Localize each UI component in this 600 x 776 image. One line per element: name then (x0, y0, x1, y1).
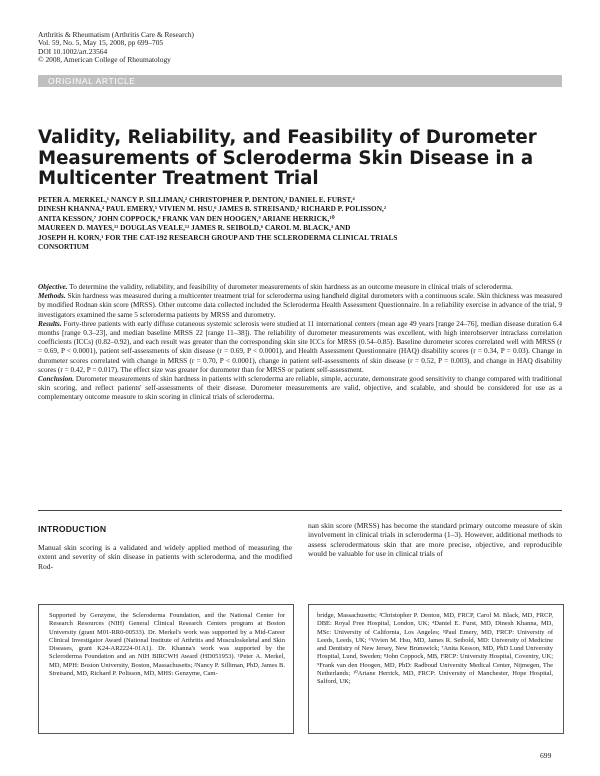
author-line: CONSORTIUM (38, 242, 89, 252)
footnote-box-left (38, 604, 294, 734)
journal-doi: DOI 10.1002/art.23564 (38, 46, 108, 56)
abstract-conclusion-text: Durometer measurements of skin hardness in patients with scleroderma are reliable, simple, accurate, demonstrate good sensitivity to change compared with traditional skin scoring, and reflect patients' self-assessments of their disease. Durometer measurements are valid, objective, and scalable, and should be considered for use as a complementary outcome measure to skin scoring in clinical trials of scleroderma. (38, 375, 562, 402)
abstract-methods (38, 292, 562, 320)
abstract-divider (38, 510, 562, 511)
abstract-objective-text: To determine the validity, reliability, and feasibility of durometer measurements of skin hardness as an outcome measure in clinical trials of scleroderma. (69, 283, 513, 291)
author-line: DINESH KHANNA,⁴ PAUL EMERY,⁵ VIVIEN M. HSU,⁶ JAMES B. STREISAND,² RICHARD P. POLISSON,² (38, 204, 387, 214)
abstract-methods-text: Skin hardness was measured during a multicenter treatment trial for scleroderma using handheld digital durometers with a continuous scale. Skin thickness was measured by modified Rodnan skin score (MRSS). Other outcome data collected included the Scleroderma Health Assessment Questionnaire. In a reliability exercise in advance of the trial, 9 investigators examined the same 5 scleroderma patients by MRSS and durometry. (38, 292, 563, 319)
abstract-results-label: Results. (38, 319, 62, 328)
introduction-heading: INTRODUCTION (38, 524, 107, 534)
author-list (38, 195, 562, 252)
footnote-box-right (308, 604, 564, 734)
introduction-text-right: nan skin score (MRSS) has become the standard primary outcome measure of skin involvement in clinical trials in scleroderma (1–3). However, additional methods to assess sclerodermatous skin that are more precise, objective, and reproducible would be valuable for use in clinical trials of (308, 521, 562, 559)
abstract-conclusion (38, 375, 562, 403)
author-line: MAUREEN D. MAYES,¹¹ DOUGLAS VEALE,¹² JAMES R. SEIBOLD,⁶ CAROL M. BLACK,³ AND (38, 223, 351, 233)
abstract-objective-label: Objective. (38, 283, 68, 291)
journal-name: Arthritis & Rheumatism (Arthritis Care & Research) (38, 30, 194, 39)
footnote-funding: Supported by Genzyme, the Scleroderma Foundation, and the National Center for Research Resources (NIH) General Clinical Research Centers program at Boston University (grant M01-RR0-00533). Dr. Merkel's work was supported by a Mid-Career Clinical Investigator Award (National Institute of Arthritis and Musculoskeletal and Skin Diseases, grant K24-AR2224-01A1). Dr. Khanna's work was supported by the Scleroderma Foundation and an NIH BIRCWH Award (HD051953). ¹Peter A. Merkel, MD, MPH: Boston University, Boston, Massachusetts; ²Nancy P. Silliman, PhD, James B. Streisand, MD, Richard P. Polisson, MD, MHS: Genzyme, Cam- (49, 612, 285, 677)
author-line: ANITA KESSON,⁷ JOHN COPPOCK,⁸ FRANK VAN DEN HOOGEN,⁹ ARIANE HERRICK,¹⁰ (38, 213, 335, 223)
author-line: PETER A. MERKEL,¹ NANCY P. SILLIMAN,² CHRISTOPHER P. DENTON,³ DANIEL E. FURST,⁴ (38, 195, 355, 204)
abstract-objective (38, 283, 562, 292)
page-number: 699 (540, 751, 552, 760)
abstract-results-text: Forty-three patients with early diffuse cutaneous systemic sclerosis were studied at 11 international centers (mean age 49 years [range 24–76], median disease duration 6.4 months [range 0.3–23], and median baseline MRSS 22 [range 11–38]). The reliability of durometer measurements was excellent, with high interobserver intraclass correlation coefficients (ICCs) (0.82–0.92), and each result was greater than the corresponding skin site ICCs for MRSS (0.54–0.85). Baseline durometer scores correlated well with MRSS (r = 0.69, P < 0.0001), patient self-assessments of skin disease (r = 0.69, P < 0.0001), and Health Assessment Questionnaire (HAQ) disability scores (r = 0.34, P = 0.03). Change in durometer scores correlated with change in MRSS (r = 0.70, P < 0.0001), change in patient self-assessments of skin disease (r = 0.52, P = 0.003), and change in HAQ disability scores (r = 0.42, P = 0.017). The effect size was greater for durometer than for MRSS or patient self-assessment. (38, 319, 563, 374)
abstract-results (38, 320, 562, 375)
introduction-text-left: Manual skin scoring is a validated and widely applied method of measuring the extent and severity of skin disease in patients with scleroderma, and the modified Rod- (38, 543, 292, 571)
abstract-conclusion-label: Conclusion. (38, 375, 75, 384)
journal-volume: Vol. 59, No. 5, May 15, 2008, pp 699–705 (38, 38, 164, 48)
author-line: JOSEPH H. KORN,¹ FOR THE CAT-192 RESEARCH GROUP AND THE SCLERODERMA CLINICAL TRIALS (38, 232, 398, 242)
abstract-methods-label: Methods. (38, 292, 66, 301)
article-title: Validity, Reliability, and Feasibility of Durometer Measurements of Scleroderma Skin Disease in a Multicenter Treatment Trial (38, 127, 537, 189)
journal-copyright: © 2008, American College of Rheumatology (38, 55, 171, 65)
abstract (38, 283, 562, 403)
footnote-affiliations: bridge, Massachusetts; ³Christopher P. Denton, MD, FRCP, Carol M. Black, MD, FRCP, DBE: Royal Free Hospital, London, UK; ⁴Daniel E. Furst, MD, Dinesh Khanna, MD, MSc: University of California, Los Angeles; ⁵Paul Emery, MD, FRCP: University of Leeds, Leeds, UK; ⁶Vivien M. Hsu, MD, James R. Seibold, MD: University of Medicine and Dentistry of New Jersey, New Brunswick; ⁷Anita Kesson, MD, PhD Lund University Hospital, Lund, Sweden; ⁸John Coppock, MB, FRCP: University Hospital, Coventry, UK; ⁹Frank van den Hoogen, MD, PhD: Radboud University Medical Center, Nijmegen, The Netherlands; ¹⁰Ariane Herrick, MD, FRCP: University of Manchester, Hope Hospital, Salford, UK; (317, 612, 553, 685)
section-banner: ORIGINAL ARTICLE (38, 75, 562, 87)
journal-header (38, 31, 194, 65)
